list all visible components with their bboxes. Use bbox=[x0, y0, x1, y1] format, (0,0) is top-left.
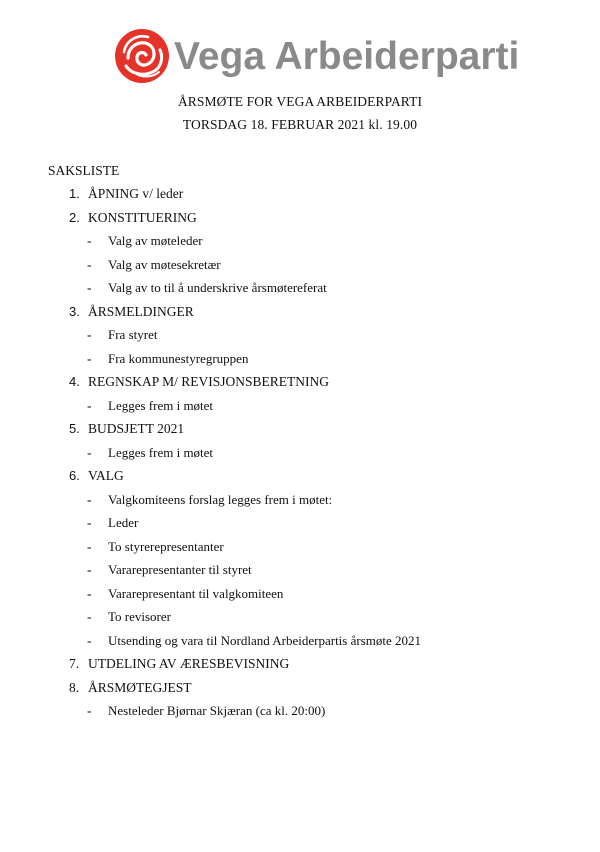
dash-bullet: - bbox=[87, 280, 92, 295]
agenda-subitem-label: Fra kommunestyregruppen bbox=[108, 350, 249, 366]
agenda-subitem bbox=[0, 562, 600, 586]
agenda-title: SAKSLISTE bbox=[48, 163, 120, 178]
agenda-item-label: KONSTITUERING bbox=[88, 209, 197, 225]
agenda-item-label: ÅPNING v/ leder bbox=[88, 186, 184, 201]
agenda-subitem-label: Valg av møteleder bbox=[108, 233, 203, 248]
agenda-subitem bbox=[0, 703, 600, 727]
agenda-subitem bbox=[0, 586, 600, 610]
agenda-item-number: 7. bbox=[69, 656, 80, 671]
agenda-item bbox=[0, 374, 600, 398]
agenda-subitem-label: Legges frem i møtet bbox=[108, 397, 214, 413]
agenda-item bbox=[0, 680, 600, 704]
dash-bullet: - bbox=[87, 515, 92, 530]
agenda-subitem bbox=[0, 515, 600, 539]
dash-bullet: - bbox=[87, 585, 92, 601]
agenda-subitem-label: Vararepresentanter til styret bbox=[108, 562, 252, 577]
agenda-item-label: ÅRSMELDINGER bbox=[88, 303, 194, 319]
agenda-item bbox=[0, 304, 600, 328]
dash-bullet: - bbox=[87, 609, 92, 624]
agenda-subitem-label: Valg av møtesekretær bbox=[108, 256, 221, 272]
agenda-subitem-label: Vararepresentant til valgkomiteen bbox=[108, 585, 284, 601]
dash-bullet: - bbox=[87, 491, 92, 507]
agenda-subitem-label: Fra styret bbox=[108, 327, 158, 342]
agenda-item-label: UTDELING AV ÆRESBEVISNING bbox=[88, 656, 290, 671]
agenda-subitem bbox=[0, 233, 600, 257]
agenda-subitem-label: Valg av to til å underskrive årsmøtereferat bbox=[108, 280, 327, 295]
agenda-item-label: ÅRSMØTEGJEST bbox=[88, 679, 192, 695]
agenda-item-number: 4. bbox=[69, 374, 80, 389]
agenda-item bbox=[0, 186, 600, 210]
agenda-subitem bbox=[0, 539, 600, 563]
dash-bullet: - bbox=[87, 562, 92, 577]
agenda-subitem bbox=[0, 257, 600, 281]
agenda-subitem bbox=[0, 633, 600, 657]
dash-bullet: - bbox=[87, 350, 92, 366]
agenda-subitem bbox=[0, 327, 600, 351]
agenda-item-number: 6. bbox=[69, 468, 80, 483]
agenda-item-label: BUDSJETT 2021 bbox=[88, 421, 185, 436]
agenda-subitem-label: Nesteleder Bjørnar Skjæran (ca kl. 20:00) bbox=[108, 703, 326, 718]
agenda-item-number: 3. bbox=[69, 303, 80, 319]
agenda-subitem-label: Leder bbox=[108, 515, 139, 530]
agenda-item-number: 2. bbox=[69, 209, 80, 225]
agenda-item-label: REGNSKAP M/ REVISJONSBERETNING bbox=[88, 374, 330, 389]
dash-bullet: - bbox=[87, 538, 92, 554]
dash-bullet: - bbox=[87, 233, 92, 248]
dash-bullet: - bbox=[87, 632, 92, 648]
dash-bullet: - bbox=[87, 327, 92, 342]
agenda-subitem bbox=[0, 280, 600, 304]
agenda-subitem bbox=[0, 609, 600, 633]
meeting-title: ÅRSMØTE FOR VEGA ARBEIDERPARTI bbox=[177, 94, 423, 109]
agenda-subitem-label: Legges frem i møtet bbox=[108, 444, 214, 460]
agenda-item-number: 8. bbox=[69, 679, 80, 695]
agenda-item bbox=[0, 468, 600, 492]
dash-bullet: - bbox=[87, 256, 92, 272]
party-logo bbox=[114, 28, 519, 84]
agenda-item bbox=[0, 656, 600, 680]
agenda-subitem-label: Utsending og vara til Nordland Arbeiderpartis årsmøte 2021 bbox=[108, 632, 422, 648]
meeting-date: TORSDAG 18. FEBRUAR 2021 kl. 19.00 bbox=[182, 117, 418, 132]
red-rose-icon bbox=[114, 28, 170, 84]
agenda-subitem-label: To revisorer bbox=[108, 609, 171, 624]
agenda-subitem-label: Valgkomiteens forslag legges frem i møtet: bbox=[108, 491, 333, 507]
agenda-subitem bbox=[0, 398, 600, 422]
agenda-list bbox=[0, 186, 600, 727]
dash-bullet: - bbox=[87, 397, 92, 413]
agenda-subitem-label: To styrerepresentanter bbox=[108, 538, 224, 554]
agenda-item bbox=[0, 421, 600, 445]
agenda-item-label: VALG bbox=[88, 468, 124, 483]
dash-bullet: - bbox=[87, 444, 92, 460]
dash-bullet: - bbox=[87, 703, 92, 718]
agenda-subitem bbox=[0, 492, 600, 516]
agenda-item-number: 1. bbox=[69, 186, 80, 201]
agenda-item bbox=[0, 210, 600, 234]
agenda-subitem bbox=[0, 445, 600, 469]
logo-text: Vega Arbeiderparti bbox=[174, 34, 520, 78]
agenda-subitem bbox=[0, 351, 600, 375]
agenda-item-number: 5. bbox=[69, 421, 80, 436]
